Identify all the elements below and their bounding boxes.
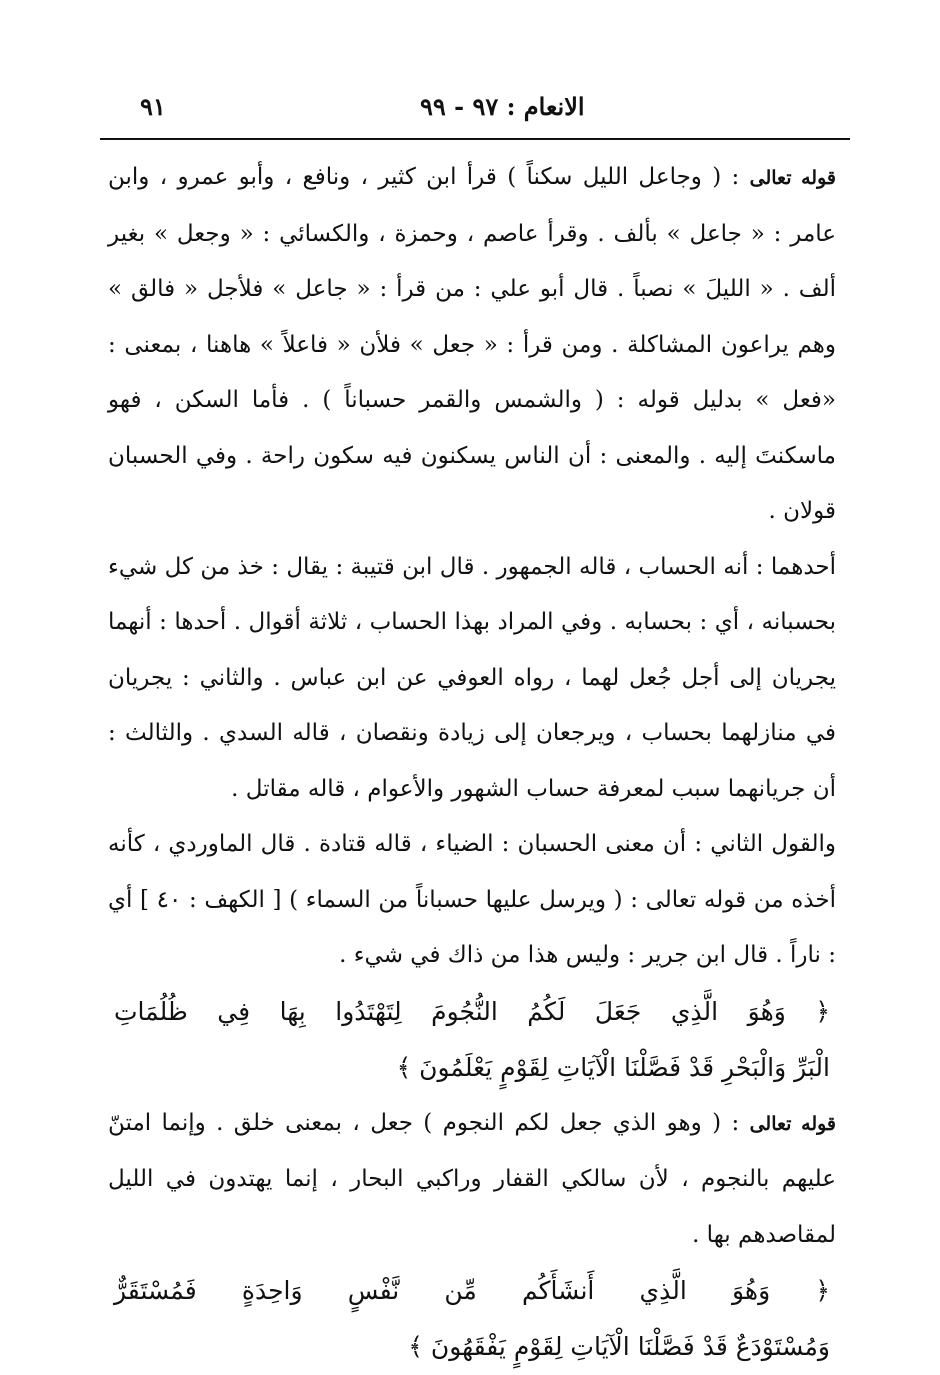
paragraph-3 — [108, 817, 836, 984]
paragraph-2-text: أحدهما : أنه الحساب ، قاله الجمهور . قال ابن قتيبة : يقال : خذ من كل شيء بحسبانه ، أي : بحسابه . وفي المراد بهذا الحساب ، ثلاثة أقوال . أحدها : أنهما يجريان إلى أجل جُعل لهما ، رواه العوفي عن ابن عباس . والثاني : يجريان في منازلهما بحساب ، ويرجعان إلى زيادة ونقصان ، قاله السدي . والثالث : أن جريانهما سبب لمعرفة حساب الشهور والأعوام ، قاله مقاتل . — [108, 553, 836, 802]
paragraph-4 — [108, 1096, 836, 1264]
paragraph-1 — [108, 150, 836, 540]
verse-1-line-1: ﴿ وَهُوَ الَّذِي جَعَلَ لَكُمُ النُّجُومَ لِتَهْتَدُوا بِهَا فِي ظُلُمَاتِ — [114, 996, 830, 1026]
running-head: الانعام : ٩٧ - ٩٩ — [420, 92, 585, 121]
verse-1-line-2: الْبَرِّ وَالْبَحْرِ قَدْ فَصَّلْنَا الْآيَاتِ لِقَوْمٍ يَعْلَمُونَ ﴾ — [396, 1052, 830, 1082]
paragraph-3-text: والقول الثاني : أن معنى الحسبان : الضياء ، قاله قتادة . قال الماوردي ، كأنه أخذه من قوله تعالى : ( ويرسل عليها حسباناً من السماء ) [ الكهف : ٤٠ ] أي : ناراً . قال ابن جرير : وليس هذا من ذاك في شيء . — [108, 831, 836, 968]
paragraph-4-lead: قوله تعالى — [749, 1112, 837, 1135]
paragraph-4-text: : ( وهو الذي جعل لكم النجوم ) جعل ، بمعنى خلق . وإنما امتنّ عليهم بالنجوم ، لأن سالكي القفار وراكبي البحار ، إنما يهتدون في الليل لمقاصدهم بها . — [108, 1109, 836, 1248]
paragraph-2 — [108, 540, 836, 818]
verse-2-line-1: ﴿ وَهُوَ الَّذِي أَنشَأَكُم مِّن نَّفْسٍ وَاحِدَةٍ فَمُسْتَقَرٌّ — [114, 1276, 830, 1305]
header-rule — [100, 138, 850, 140]
verse-2-line-2: وَمُسْتَوْدَعٌ قَدْ فَصَّلْنَا الْآيَاتِ لِقَوْمٍ يَفْقَهُونَ ﴾ — [408, 1332, 830, 1361]
page-header — [100, 92, 845, 132]
paragraph-1-lead: قوله تعالى — [749, 167, 836, 189]
main-text — [108, 150, 836, 1375]
paragraph-1-text: : ( وجاعل الليل سكناً ) قرأ ابن كثير ، ونافع ، وأبو عمرو ، وابن عامر : « جاعل » بألف . وقرأ عاصم ، وحمزة ، والكسائي : « وجعل » بغير ألف . « الليلَ » نصباً . قال أبو علي : من قرأ : « جاعل » فلأجل « فالق » وهم يراعون المشاكلة . ومن قرأ : « جعل » فلأن « فاعلاً » هاهنا ، بمعنى : «فعل » بدليل قوله : ( والشمس والقمر حسباناً ) . فأما السكن ، فهو ماسكنتَ إليه . والمعنى : أن الناس يسكنون فيه سكون راحة . وفي الحسبان قولان . — [108, 164, 836, 524]
page-number: ٩١ — [140, 92, 166, 121]
